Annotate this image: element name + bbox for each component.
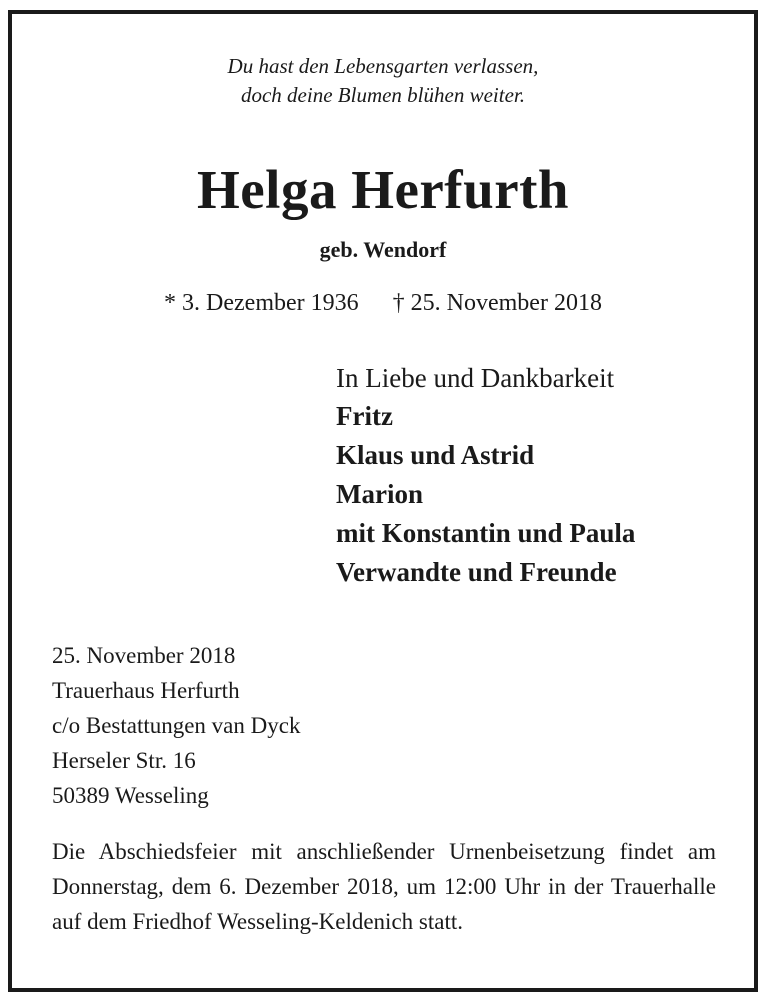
address-line: c/o Bestattungen van Dyck (52, 713, 301, 738)
address-line: 25. November 2018 (52, 643, 236, 668)
birth-name: geb. Wendorf (319, 237, 447, 262)
mourner-name: Verwandte und Freunde (336, 557, 617, 587)
mourner-name: Klaus und Astrid (336, 440, 535, 470)
mourning-house-address (52, 638, 300, 813)
mourners-intro: In Liebe und Dankbarkeit (336, 363, 615, 393)
mourner-name: Marion (336, 479, 423, 509)
funeral-notice: Die Abschiedsfeier mit anschließender Urnenbeisetzung findet am Donnerstag, dem 6. Dezember 2018, um 12:00 Uhr in der Trauerhalle auf dem Friedhof Wesseling-Keldenich statt. (52, 839, 716, 934)
address-line: 50389 Wesseling (52, 783, 209, 808)
verse-line-2: doch deine Blumen blühen weiter. (240, 83, 525, 107)
verse-line-1: Du hast den Lebensgarten verlassen, (227, 54, 539, 78)
address-line: Herseler Str. 16 (52, 748, 196, 773)
mourners-block (336, 361, 635, 592)
mourner-name: Fritz (336, 401, 393, 431)
address-line: Trauerhaus Herfurth (52, 678, 240, 703)
memorial-verse (12, 52, 754, 110)
life-dates (12, 288, 754, 318)
obituary-frame (8, 10, 758, 992)
death-date: † 25. November 2018 (392, 290, 602, 316)
obituary-content (12, 14, 754, 988)
mourners-list (336, 397, 635, 592)
birth-date: * 3. Dezember 1936 (164, 290, 359, 316)
mourner-name: mit Konstantin und Paula (336, 518, 636, 548)
deceased-name: Helga Herfurth (196, 159, 570, 220)
